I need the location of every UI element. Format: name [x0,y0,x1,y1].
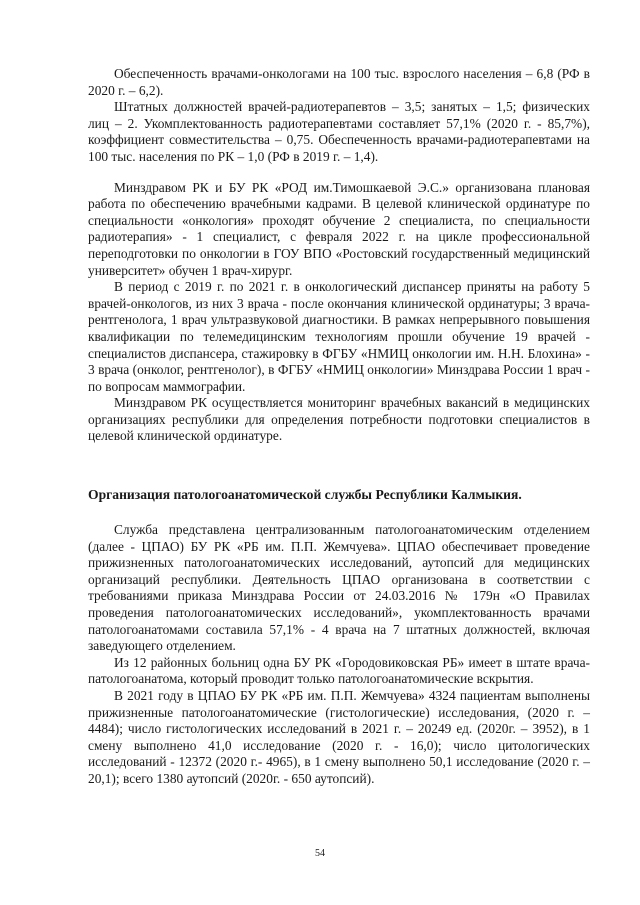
section-heading: Организация патологоанатомической службы Республики Калмыкия. [88,487,522,502]
paragraph-2021-statistics: В 2021 году в ЦПАО БУ РК «РБ им. П.П. Жемчуева» 4324 пациентам выполнены прижизненные патологоанатомические (гистологические) исследования, (2020 г. – 4484); число гистологических исследований в 2021 г. – 20249 ед. (2020г. – 3952), в 1 смену выполнено 41,0 исследование (2020 г. - 16,0); число цитологических исследований - 12372 (2020 г.- 4965), в 1 смену выполнено 50,1 исследование (2020 г. – 20,1); всего 1380 аутопсий (2020г. - 650 аутопсий). [88,687,590,786]
page-number: 54 [315,848,325,859]
bottom-section [88,522,590,788]
paragraph-vacancy-monitoring: Минздравом РК осуществляется мониторинг врачебных вакансий в медицинских организациях республики для определения потребности подготовки специалистов в целевой клинической ординатуре. [88,395,590,444]
paragraph-staffing-work: Минздравом РК и БУ РК «РОД им.Тимошкаевой Э.С.» организована плановая работа по обеспечению врачебными кадрами. В целевой клинической ординатуре по специальности «онкология» проходят обучение 2 специалиста, по специальности радиотерапия» - 1 специалист, с февраля 2022 г. на цикле профессиональной переподготовки по онкологии в ГОУ ВПО «Ростовский государственный медицинский университет» обучен 1 врач-хирург. [88,179,590,278]
paragraph-hiring-2019-2021: В период с 2019 г. по 2021 г. в онкологический диспансер приняты на работу 5 врачей-онкологов, из них 3 врача - после окончания клинической ординатуры; 3 врача-рентгенолога, 1 врач ультразвуковой диагностики. В рамках непрерывного повышения квалификации по телемедицинским технологиям прошли обучение 19 врачей - специалистов диспансера, стажировку в ФГБУ «НМИЦ онкологии им. Н.Н. Блохина» - 3 врача (онколог, рентгенолог), в ФГБУ «НМИЦ онкологии» Минздрава России 1 врач - по вопросам маммографии. [88,279,590,394]
paragraph-oncologists-coverage: Обеспеченность врачами-онкологами на 100 тыс. взрослого населения – 6,8 (РФ в 2020 г. – 6,2). [88,66,590,98]
paragraph-cpao-description: Служба представлена централизованным патологоанатомическим отделением (далее - ЦПАО) БУ РК «РБ им. П.П. Жемчуева». ЦПАО обеспечивает проведение прижизненных патологоанатомических исследований, аутопсий для медицинских организаций республики. Деятельность ЦПАО организована в соответствии с требованиями приказа Минздрава России от 24.03.2016 № 179н «О Правилах проведения патологоанатомических исследований», укомплектованность врачами патологоанатомами составила 57,1% - 4 врача на 7 штатных должностей, включая заведующего отделением. [88,522,590,654]
section-heading-wrap [88,486,590,503]
paragraph-radiotherapists: Штатных должностей врачей-радиотерапевтов – 3,5; занятых – 1,5; физических лиц – 2. Укомплектованность радиотерапевтами составляет 57,1% (2020 г. - 85,7%), коэффициент совместительства – 0,75. Обеспеченность врачами-радиотерапевтами на 100 тыс. населения по РК – 1,0 (РФ в 2019 г. – 1,4). [88,99,590,164]
top-section [88,66,590,445]
paragraph-district-hospitals: Из 12 районных больниц одна БУ РК «Городовиковская РБ» имеет в штате врача-патологоанатома, который проводит только патологоанатомические вскрытия. [88,654,590,687]
